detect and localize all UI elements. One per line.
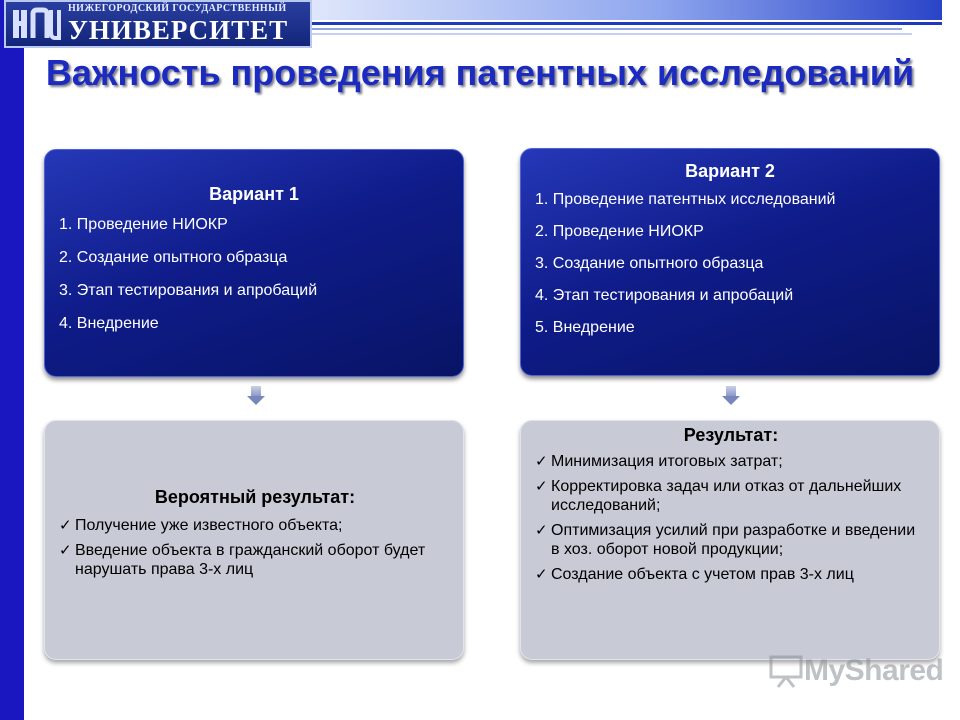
variant1-item: 3. Этап тестирования и апробаций [59,282,318,299]
variant2-item: 3. Создание опытного образца [535,255,764,272]
result2-item-text: Минимизация итоговых затрат; [551,453,783,470]
check-icon: ✓ [59,517,72,534]
logo-text [68,4,288,44]
result2-item [535,452,927,471]
result2-item [535,565,927,584]
result2-title: Результат: [683,425,779,445]
variant1-list [59,215,449,333]
result1-item [59,541,451,579]
variant2-list [535,190,925,337]
slide-title: Важность проведения патентных исследований [45,52,915,93]
presentation-board-icon [768,654,804,688]
watermark [768,654,943,688]
variant1-item: 1. Проведение НИОКР [59,216,228,233]
logo-title: УНИВЕРСИТЕТ [68,15,289,45]
logo-subtitle: НИЖЕГОРОДСКИЙ ГОСУДАРСТВЕННЫЙ [68,3,287,14]
check-icon: ✓ [535,522,548,539]
variant1-item: 2. Создание опытного образца [59,249,288,266]
header-line [312,22,942,25]
left-decor-band [0,0,24,720]
result2-item-text: Корректировка задач или отказ от дальнейших исследований; [551,478,902,514]
variant2-box [520,148,940,376]
result2-box [520,420,940,660]
variant2-item: 4. Этап тестирования и апробаций [535,287,794,304]
variant1-box [44,149,464,377]
result2-list [535,452,927,584]
header-line [312,33,912,35]
variant2-item: 2. Проведение НИОКР [535,223,704,240]
result2-item-text: Создание объекта с учетом прав 3-х лиц [551,566,854,583]
result1-list [59,516,451,579]
result1-title: Вероятный результат: [154,487,356,507]
result1-item-text: Введение объекта в гражданский оборот будет нарушать права 3-х лиц [75,542,426,578]
variant2-item: 1. Проведение патентных исследований [535,191,836,208]
header-line [312,28,902,30]
arrow-down-icon [247,386,265,406]
variant1-item: 4. Внедрение [59,315,159,332]
result2-item [535,477,927,515]
result2-item-text: Оптимизация усилий при разработке и введении в хоз. оборот новой продукции; [551,522,916,558]
check-icon: ✓ [59,542,72,559]
header-gradient-bar [312,0,942,20]
check-icon: ✓ [535,453,548,470]
arrow-down-icon [722,386,740,406]
result1-item [59,516,451,535]
result2-item [535,521,927,559]
watermark-text: MyShared [804,654,944,687]
variant2-title: Вариант 2 [685,161,775,181]
check-icon: ✓ [535,566,548,583]
university-logo [4,0,312,48]
variant1-title: Вариант 1 [209,184,299,204]
variant2-item: 5. Внедрение [535,319,635,336]
result1-box [44,420,464,660]
university-logo-icon [10,4,62,44]
result1-item-text: Получение уже известного объекта; [75,517,343,534]
check-icon: ✓ [535,478,548,495]
